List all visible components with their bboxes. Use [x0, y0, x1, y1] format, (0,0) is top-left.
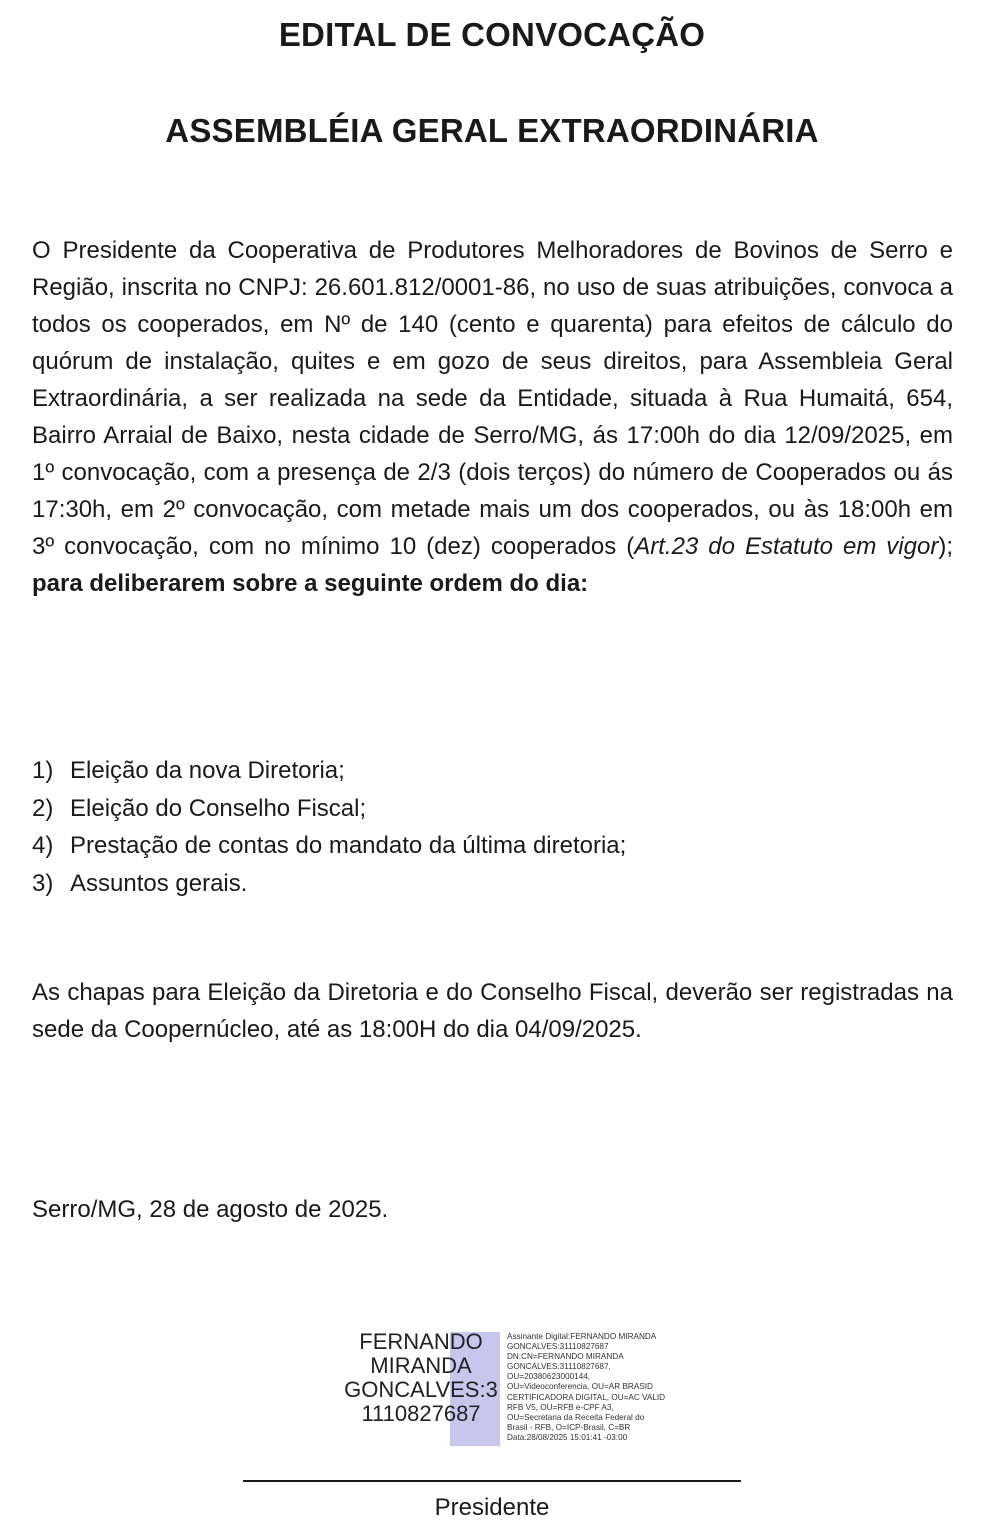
signature-detail-line: RFB V5, OU=RFB e-CPF A3,	[507, 1402, 614, 1412]
signer-role: Presidente	[434, 1494, 550, 1521]
agenda-item-text: Assuntos gerais.	[70, 869, 248, 897]
signature-detail-line: DN:CN=FERNANDO MIRANDA	[507, 1352, 624, 1362]
signature-line	[243, 1480, 741, 1482]
signature-detail-line: OU=20380623000144,	[507, 1372, 591, 1382]
agenda-item	[32, 827, 626, 865]
document-title: EDITAL DE CONVOCAÇÃO	[278, 16, 706, 53]
statute-citation: Art.23 do Estatuto em vigor	[634, 533, 939, 560]
signature-detail-line: OU=Secretaria da Receita Federal do	[507, 1412, 645, 1422]
signature-detail-line: CERTIFICADORA DIGITAL, OU=AC VALID	[507, 1392, 666, 1402]
agenda-item-number: 1)	[32, 757, 54, 784]
document-subtitle: ASSEMBLÉIA GERAL EXTRAORDINÁRIA	[165, 112, 819, 149]
signer-name-line: GONCALVES:3	[344, 1377, 498, 1402]
intro-paragraph	[32, 232, 953, 602]
agenda-item-text: Prestação de contas do mandato da última diretoria;	[70, 832, 627, 859]
signature-detail-line: GONCALVES:31110827687	[507, 1342, 609, 1352]
signature-detail-line: OU=Videoconferencia, OU=AR BRASID	[507, 1382, 653, 1392]
intro-text: O Presidente da Cooperativa de Produtores Melhoradores de Bovinos de Serro e Região, inscrita no CNPJ: 26.601.812/0001-86, no uso de suas atribuições, convoca a todos os cooperados, em Nº de 140 (cento e quarenta) para efeitos de cálculo do quórum de instalação, quites e em gozo de seus direitos, para Assembleia Geral Extraordinária, a ser realizada na sede da Entidade, situada à Rua Humaitá, 654, Bairro Arraial de Baixo, nesta cidade de Serro/MG, ás 17:00h do dia 12/09/2025, em 1º convocação, com a presença de 2/3 (dois terços) do número de Cooperados ou ás 17:30h, em 2º convocação, com metade mais um dos cooperados, ou às 18:00h em 3º convocação, com no mínimo 10 (dez) cooperados (	[32, 237, 953, 560]
signer-name	[340, 1330, 502, 1448]
signer-name-line: FERNANDO	[359, 1330, 483, 1354]
signature-detail-line: Data:28/08/2025 15:01:41 -03:00	[507, 1432, 628, 1442]
agenda-item-number: 3)	[32, 869, 54, 897]
agenda-intro: para deliberarem sobre a seguinte ordem do dia:	[32, 570, 589, 597]
signature-detail-line: Brasil - RFB, O=ICP-Brasil, C=BR	[507, 1422, 631, 1432]
agenda-list	[32, 752, 626, 902]
agenda-item	[32, 790, 626, 828]
intro-closing: );	[938, 533, 953, 560]
agenda-item-text: Eleição da nova Diretoria;	[70, 757, 345, 784]
place-date: Serro/MG, 28 de agosto de 2025.	[32, 1196, 389, 1223]
signature-detail-line: Assinante Digital:FERNANDO MIRANDA	[507, 1332, 657, 1341]
signer-name-line: 1110827687	[361, 1401, 481, 1426]
agenda-item	[32, 752, 626, 790]
agenda-item-number: 2)	[32, 794, 54, 822]
chapas-paragraph: As chapas para Eleição da Diretoria e do Conselho Fiscal, deverão ser registradas na sede da Coopernúcleo, até as 18:00H do dia 04/09/2025.	[32, 979, 953, 1043]
agenda-item-number: 4)	[32, 832, 54, 859]
signature-detail-line: GONCALVES:31110827687,	[507, 1362, 611, 1372]
signature-details	[507, 1332, 682, 1443]
signer-name-line: MIRANDA	[370, 1353, 472, 1378]
agenda-item	[32, 865, 626, 903]
digital-signature	[340, 1330, 680, 1448]
agenda-item-text: Eleição do Conselho Fiscal;	[70, 794, 367, 822]
